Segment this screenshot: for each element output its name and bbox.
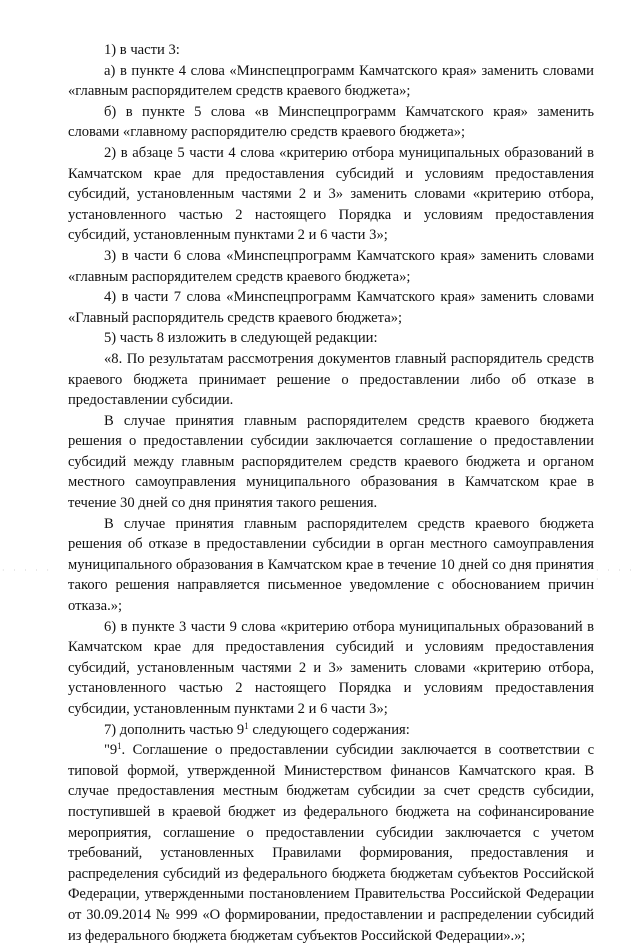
paragraph-1b: б) в пункте 5 слова «в Минспецпрограмм Камчатского края» заменить словами «главному распорядителю средств краевого бюджета»; [68,103,594,141]
paragraph-1a: а) в пункте 4 слова «Минспецпрограмм Камчатского края» заменить словами «главным распорядителем средств краевого бюджета»; [68,62,594,100]
paragraph-2: 2) в абзаце 5 части 4 слова «критерию отбора муниципальных образований в Камчатском крае для предоставления субсидий и условиям предоставления субсидий, установленным частями 2 и 3» заменить словами «критерию отбора, установленного частью 2 настоящего Порядка и условиям предоставления субсидий, установленным пунктами 2 и 6 части 3»; [68,144,594,244]
p7-after: следующего содержания: [248,721,410,738]
left-margin-marks: · · · · · [2,566,52,575]
paragraph-5: 5) часть 8 изложить в следующей редакции: [104,330,378,347]
paragraph-decision-grant: В случае принятия главным распорядителем средств краевого бюджета решения о предоставлении субсидии заключается соглашение о предоставлении субсидий между главным распорядителем средств краевого бюджета и органом местного самоуправления муниципального образования в Камчатском крае в течение 30 дней со дня принятия такого решения. [68,412,594,512]
paragraph-7 [68,720,594,741]
p8-superscript: 1 [117,741,122,752]
right-margin-marks: · · · · · [596,566,635,584]
p8-before: "9 [104,742,118,759]
p7-before: 7) дополнить частью 9 [104,721,245,738]
p7-superscript: 1 [244,720,249,731]
paragraph-6: 6) в пункте 3 части 9 слова «критерию отбора муниципальных образований в Камчатском крае для предоставления субсидий и условиям предоставления субсидий, установленным частями 2 и 3» заменить словами «критерию отбора, установленного частью 2 настоящего Порядка и условиям предоставления субсидии, установленным пунктами 2 и 6 части 3»; [68,618,594,717]
document-page [68,40,594,946]
p8-after: . Соглашение о предоставлении субсидии заключается в соответствии с типовой формой, утвержденной Министерством финансов Камчатского края. В случае предоставления местным бюджетам субсидии за счет средств субсидии, поступившей в краевой бюджет из федерального бюджета на софинансирование мероприятия, соглашение о предоставлении субсидии заключается с учетом требований, установленных Правилами формирования, предоставления и распределения субсидий из федерального бюджета бюджетам субъектов Российской Федерации, утвержденными постановлением Правительства Российской Федерации от 30.09.2014 № 999 «О формировании, предоставлении и распределении субсидий из федерального бюджета бюджетам субъектов Российской Федерации».»; [68,742,594,944]
paragraph-4: 4) в части 7 слова «Минспецпрограмм Камчатского края» заменить словами «Главный распорядитель средств краевого бюджета»; [68,289,594,326]
paragraph-1: 1) в части 3: [104,42,180,58]
paragraph-decision-refusal: В случае принятия главным распорядителем средств краевого бюджета решения об отказе в предоставлении субсидии в орган местного самоуправления муниципального образования в Камчатском крае в течение 10 дней со дня принятия такого решения направляется письменное уведомление с обоснованием причин отказа.»; [68,515,594,615]
paragraph-part-9-1 [68,740,594,946]
paragraph-3: 3) в части 6 слова «Минспецпрограмм Камчатского края» заменить словами «главным распорядителем средств краевого бюджета»; [68,247,594,285]
paragraph-part-8: «8. По результатам рассмотрения документов главный распорядитель средств краевого бюджета принимает решение о предоставлении либо об отказе в предоставлении субсидии. [68,350,594,409]
